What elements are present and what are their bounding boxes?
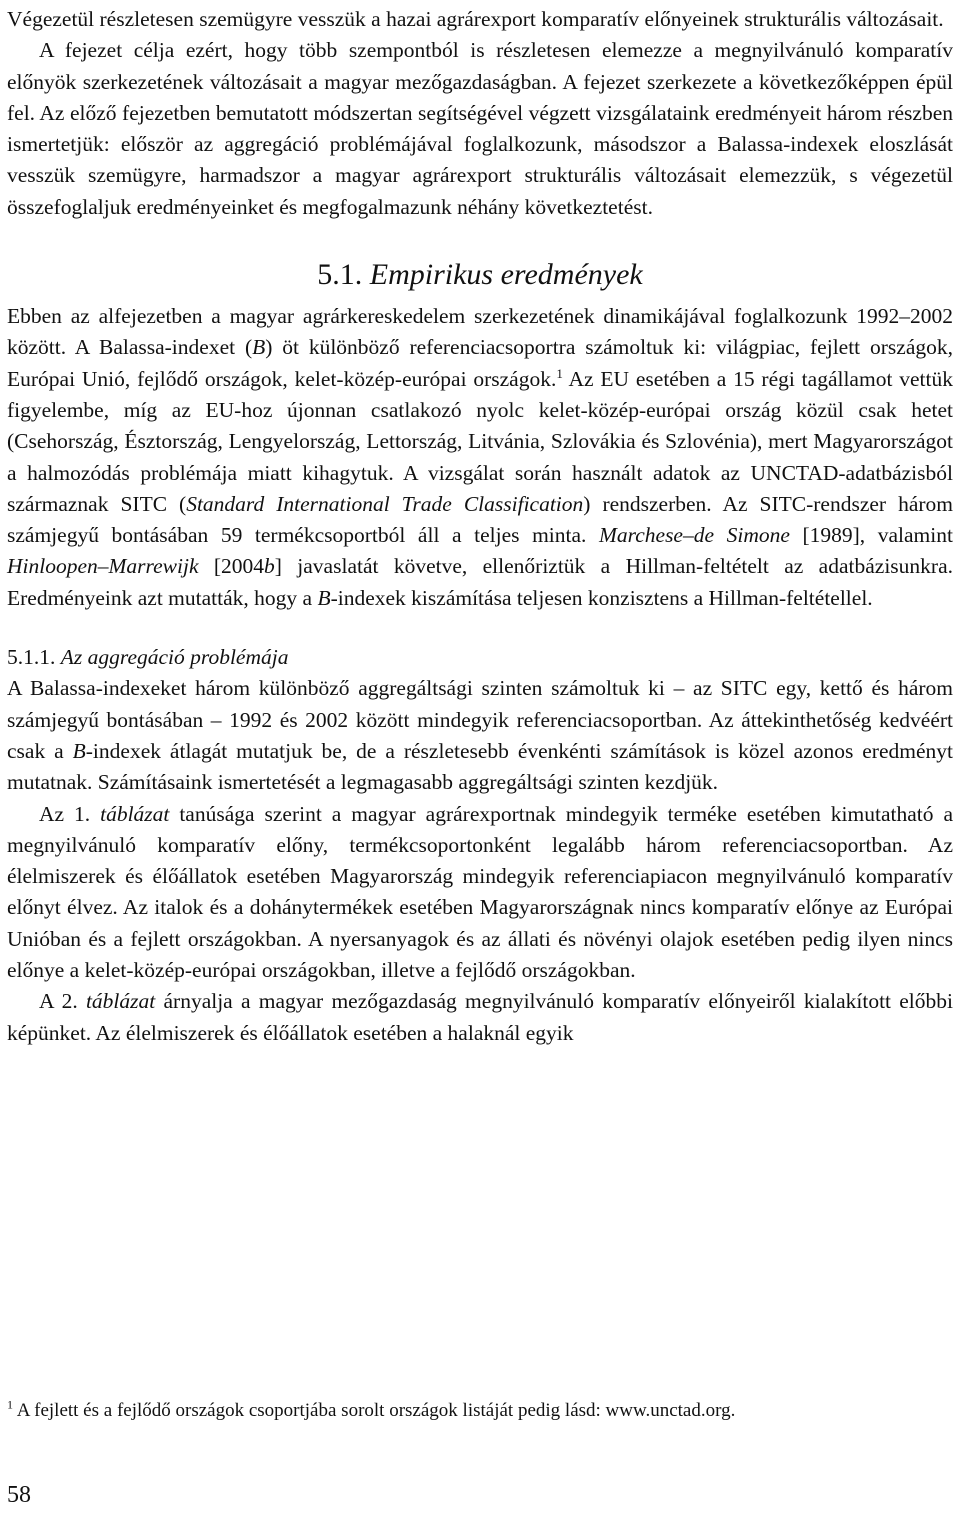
variable-b: B [252,335,266,360]
citation-suffix: b [264,554,275,579]
subsection-paragraph-1 [7,673,953,798]
subsection-paragraph-3 [7,986,953,1049]
page-body [7,4,953,1049]
text-run: ) öt különböző referenciacsoportra számoltuk ki: világpiac, fejlett országok, Európai Unió, fejlődő országok, kelet-közép-európai országok. [7,335,953,391]
section-paragraph [7,301,953,614]
table-reference: táblázat [85,989,156,1014]
footnote [7,1398,953,1424]
text-run: árnyalja a magyar mezőgazdaság megnyilvánuló komparatív előnyeiről kialakított előbbi képünket. Az élelmiszerek és élőállatok esetében a halaknál egyik [7,989,953,1045]
author-citation: Hinloopen–Marrewijk [7,554,199,579]
table-reference: táblázat [100,801,170,826]
subsection-paragraph-2 [7,799,953,987]
text-run: A 2. [39,989,86,1014]
author-citation: Marchese–de Simone [599,523,790,548]
variable-b: B [317,585,331,610]
text-run: -indexek kiszámítása teljesen konzisztens a Hillman-feltétellel. [330,585,873,610]
section-heading [7,256,953,294]
sitc-expansion: Standard International Trade Classification [186,491,584,516]
subsection-number: 5.1.1. [7,645,56,670]
footnote-reference: 1 [556,365,563,381]
variable-b: B [72,738,86,763]
section-title: Empirikus eredmények [369,258,643,292]
text-run: tanúsága szerint a magyar agrárexportnak mindegyik terméke esetében kimutatható a megnyilvánuló komparatív előny, termékcsoportonként legalább három referenciacsoportban. Az élelmiszerek és élőállatok esetében Magyarország mindegyik referenciapiacon megnyilvánuló komparatív előnyt élvez. Az italok és a dohánytermékek esetében Magyarországnak nincs komparatív előnye az Európai Unióban és a fejlett országokban. A nyersanyagok és az állati és növényi olajok esetében pedig ilyen nincs előnye a kelet-közép-európai országokban, illetve a fejlődő országokban. [7,801,953,983]
page-number: 58 [7,1482,31,1508]
subsection-heading [7,642,953,673]
text-run: [1989], valamint [789,523,953,548]
text-run: -indexek átlagát mutatjuk be, de a részletesebb évenkénti számítások is közel azonos eredményt mutatnak. Számításaink ismertetését a legmagasabb aggregáltsági szinten kezdjük. [7,738,953,795]
text-run: Az EU esetében a 15 régi tagállamot vettük figyelembe, míg az EU-hoz újonnan csatlakozó nyolc kelet-közép-európai ország közül csak hetet (Csehország, Észtország, Lengyelország, Lettország, Litvánia, Szlovákia és Szlovénia), mert Magyarországot a halmozódás problémája miatt kihagytuk. A vizsgálat során használt adatok az UNCTAD-adatbázisból származnak SITC ( [7,366,953,516]
text-run: ] javaslatát követve, ellenőriztük a Hillman-feltételt az adatbázisunkra. Eredményeink azt mutatták, hogy a [7,554,953,610]
text-run: [2004 [198,554,265,579]
text-run: ) rendszerben. Az SITC-rendszer három számjegyű bontásában 59 termékcsoportból áll a teljes minta. [7,491,953,548]
intro-paragraph-2: A fejezet célja ezért, hogy több szempontból is részletesen elemezze a megnyilvánuló komparatív előnyök szerkezetének változásait a magyar mezőgazdaságban. A fejezet szerkezete a következőképpen épül fel. Az előző fejezetben bemutatott módszertan segítségével végzett vizsgálataink eredményeit három részben ismertetjük: először az aggregáció problémájával foglalkozunk, másodszor a Balassa-indexek eloszlását vesszük szemügyre, harmadszor a magyar agrárexport strukturális változásait elemezzük, s végezetül összefoglaljuk eredményeinket és megfogalmazunk néhány következtetést. [7,38,953,219]
footnote-text: A fejlett és a fejlődő országok csoportjába sorolt országok listáját pedig lásd: www.unctad.org. [13,1400,736,1421]
section-number: 5.1. [317,258,363,292]
intro-paragraph-1: Végezetül részletesen szemügyre vesszük a hazai agrárexport komparatív előnyeinek strukturális változásait. [7,7,944,31]
text-run: Az 1. [39,801,101,826]
text-run: A Balassa-indexeket három különböző aggregáltsági szinten számoltuk ki – az SITC egy, kettő és három számjegyű bontásában – 1992 és 2002 között mindegyik referenciacsoportban. Az áttekinthetőség kedvéért csak a [7,676,953,763]
text-run: Ebben az alfejezetben a magyar agrárkereskedelem szerkezetének dinamikájával foglalkozunk 1992–2002 között. A Balassa-indexet ( [7,304,953,360]
footnote-mark: 1 [7,1397,13,1412]
subsection-title: Az aggregáció problémája [60,645,289,670]
